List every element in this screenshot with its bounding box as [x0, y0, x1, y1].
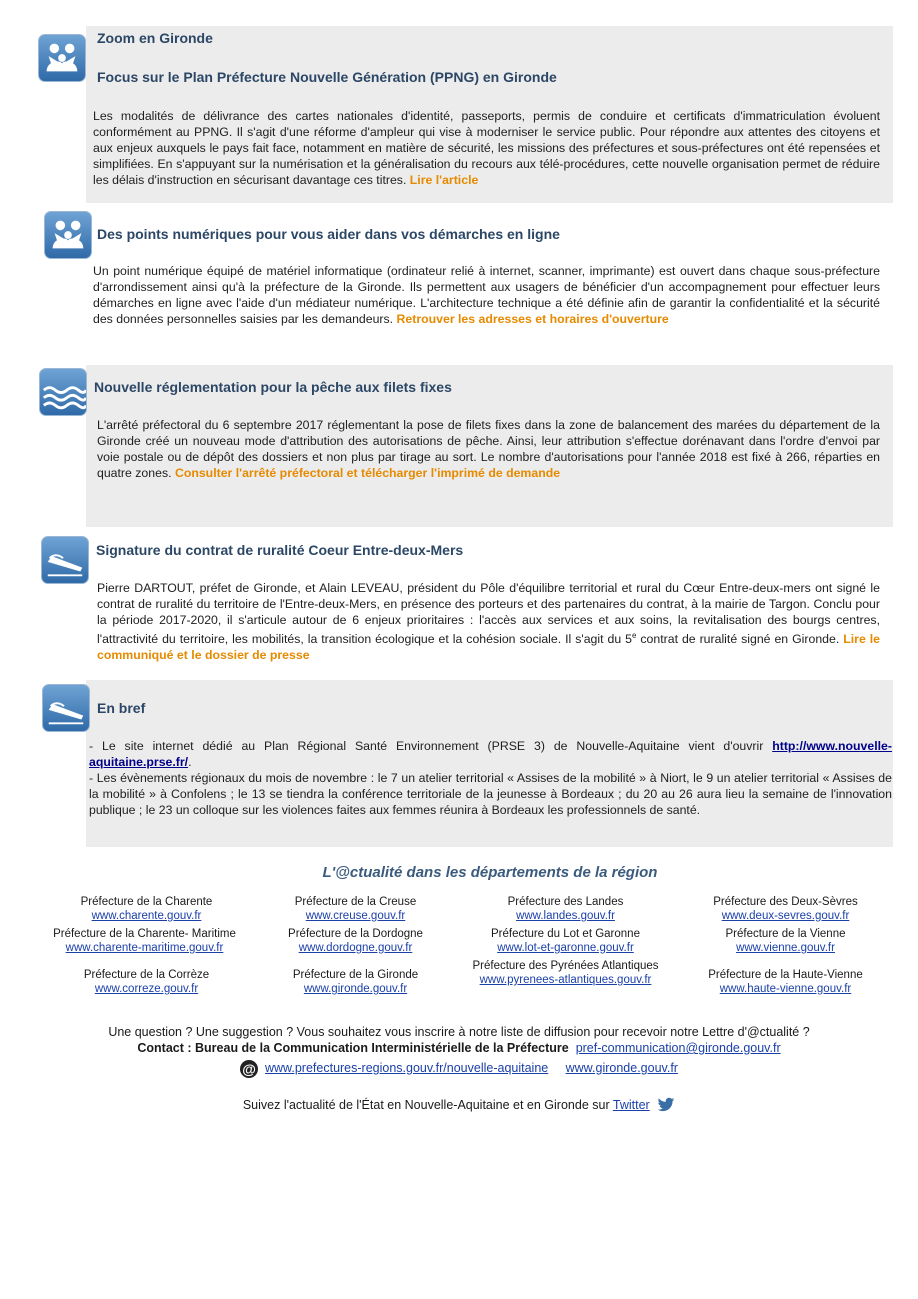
prefecture-link[interactable]: www.lot-et-garonne.gouv.fr — [497, 942, 634, 954]
contact-label: Contact : Bureau de la Communication Interministérielle de la Préfecture — [137, 1041, 569, 1055]
twitter-link[interactable]: Twitter — [612, 1098, 650, 1112]
prefecture-link[interactable]: www.creuse.gouv.fr — [305, 910, 406, 922]
section-points — [0, 205, 918, 355]
section-peche — [0, 360, 918, 530]
section-title: En bref — [97, 700, 146, 716]
prefecture-item — [458, 927, 673, 955]
twitter-bird-icon — [657, 1097, 675, 1116]
prefecture-item — [678, 968, 893, 996]
section-body-text: Un point numérique équipé de matériel informatique (ordinateur relié à internet, scanner, imprimante) est ouvert dans chaque sous-préfecture d'arrondissement ainsi qu'à la préfecture de la Gironde. Ils permettent aux usagers de bénéficier d'un accompagnement pour effectuer leurs démarches en ligne avec l'aide d'un médiateur numérique. L'architecture technique a été définie afin de garantir la confidentialité et la sécurité des données personnelles saisies par les demandeurs. — [93, 264, 880, 326]
prefecture-name: Préfecture de la Charente — [80, 896, 213, 908]
prefecture-name: Préfecture de la Vienne — [725, 928, 846, 940]
prefecture-link[interactable]: www.dordogne.gouv.fr — [298, 942, 413, 954]
section-body — [97, 580, 880, 663]
section-ruralite — [0, 530, 918, 675]
footer-question: Une question ? Une suggestion ? Vous souhaitez vous inscrire à notre liste de diffusion pour recevoir notre Lettre d'@ctualité ? — [108, 1025, 810, 1039]
region-website-link[interactable]: www.prefectures-regions.gouv.fr/nouvelle-aquitaine — [264, 1061, 549, 1075]
prefecture-name: Préfecture des Pyrénées Atlantiques — [472, 960, 659, 972]
press-release-link[interactable]: Lire le communiqué et le dossier de presse — [97, 632, 880, 663]
prefecture-name: Préfecture de la Gironde — [292, 969, 419, 981]
superscript: e — [631, 631, 637, 640]
people-group-icon — [44, 211, 92, 259]
section-title: Focus sur le Plan Préfecture Nouvelle Génération (PPNG) en Gironde — [97, 69, 557, 85]
section-body — [93, 263, 880, 327]
region-title: L'@ctualité dans les départements de la région — [322, 864, 658, 881]
prefecture-name: Préfecture du Lot et Garonne — [491, 928, 640, 940]
section-body-text: L'arrêté préfectoral du 6 septembre 2017 réglementant la pose de filets fixes dans la zone de balancement des marées du département de la Gironde créé un nouveau mode d'attribution des autorisations de pêche. Ainsi, leur attribution s'effectue dorénavant dans l'ordre d'envoi par voie postale ou de dépôt des dossiers et non plus par tirage au sort. Le nombre d'autorisations pour l'année 2018 est fixé à 266, réparties en quatre zones. — [97, 418, 880, 480]
prefecture-item — [458, 895, 673, 923]
follow-text: Suivez l'actualité de l'État en Nouvelle-Aquitaine et en Gironde sur — [242, 1098, 610, 1112]
prefecture-link[interactable]: www.gironde.gouv.fr — [303, 983, 408, 995]
prefecture-link[interactable]: www.charente-maritime.gouv.fr — [65, 942, 224, 954]
addresses-hours-link[interactable]: Retrouver les adresses et horaires d'ouverture — [396, 312, 669, 326]
people-group-icon — [38, 34, 86, 82]
prefecture-item — [39, 895, 254, 923]
bref-item-1-end: . — [188, 755, 192, 769]
section-body-text-end: contrat de ruralité signé en Gironde. — [636, 632, 840, 647]
prefecture-item — [458, 959, 673, 987]
section-zoom — [0, 0, 918, 210]
arrete-download-link[interactable]: Consulter l'arrêté préfectoral et télécharger l'imprimé de demande — [174, 466, 561, 480]
prefecture-link[interactable]: www.correze.gouv.fr — [94, 983, 199, 995]
prefecture-item — [678, 927, 893, 955]
section-bref — [0, 675, 918, 855]
footer-contact — [0, 1041, 918, 1055]
water-waves-icon — [39, 368, 87, 416]
gironde-website-link[interactable]: www.gironde.gouv.fr — [565, 1061, 678, 1075]
footer-follow — [0, 1097, 918, 1116]
prefecture-name: Préfecture de la Charente- Maritime — [53, 928, 236, 940]
section-body — [97, 417, 880, 481]
prefecture-name: Préfecture de la Haute-Vienne — [708, 969, 863, 981]
section-body-text: Les modalités de délivrance des cartes nationales d'identité, passeports, permis de conduire et certificats d'immatriculation évoluent conformément au PPNG. Il s'agit d'une réforme d'ampleur qui vise à moderniser le service public. Pour répondre aux attentes des citoyens et aux enjeux auxquels le pays fait face, notamment en matière de sécurité, les missions des préfectures et sous-préfectures ont été repensées et simplifiées. En s'appuyant sur la numérisation et la généralisation du recours aux télé-procédures, cette nouvelle organisation permet de réduire les délais d'instruction en sécurisant davantage ces titres. — [93, 109, 880, 187]
at-sign-icon: @ — [240, 1060, 258, 1078]
prefecture-name: Préfecture de la Corrèze — [83, 969, 210, 981]
contact-email-link[interactable]: pref-communication@gironde.gouv.fr — [575, 1041, 781, 1055]
prefecture-link[interactable]: www.deux-sevres.gouv.fr — [721, 910, 850, 922]
section-title: Des points numériques pour vous aider dans vos démarches en ligne — [97, 226, 560, 242]
prefecture-link[interactable]: www.charente.gouv.fr — [91, 910, 202, 922]
section-kicker: Zoom en Gironde — [97, 30, 213, 46]
prefecture-name: Préfecture de la Dordogne — [288, 928, 423, 940]
prefecture-link[interactable]: www.vienne.gouv.fr — [736, 942, 835, 954]
bref-item-2: - Les évènements régionaux du mois de novembre : le 7 un atelier territorial « Assises de la mobilité » à Niort, le 9 un atelier territorial « Assises de la mobilité » à Confolens ; le 13 se tiendra la conférence territoriale de la jeunesse à Bordeaux ; du 20 au 26 aura lieu la semaine de l'innovation publique ; le 23 un colloque sur les violences faites aux femmes réunira à Bordeaux les professionnels de santé. — [89, 771, 892, 817]
prefecture-item — [39, 968, 254, 996]
prefecture-link[interactable]: www.pyrenees-atlantiques.gouv.fr — [479, 974, 652, 986]
prefecture-item — [248, 927, 463, 955]
prefecture-item — [678, 895, 893, 923]
prefecture-item — [37, 927, 252, 955]
signing-pen-icon — [41, 536, 89, 584]
section-title: Nouvelle réglementation pour la pêche aux filets fixes — [94, 379, 452, 395]
prefecture-link[interactable]: www.landes.gouv.fr — [516, 910, 615, 922]
section-title: Signature du contrat de ruralité Coeur Entre-deux-Mers — [96, 542, 464, 558]
prefecture-name: Préfecture des Landes — [507, 896, 624, 908]
prefecture-link[interactable]: www.haute-vienne.gouv.fr — [719, 983, 852, 995]
prefecture-name: Préfecture de la Creuse — [294, 896, 417, 908]
section-body — [93, 108, 880, 188]
section-body-text: Pierre DARTOUT, préfet de Gironde, et Alain LEVEAU, président du Pôle d'équilibre territorial et rural du Cœur Entre-deux-mers ont signé le contrat de ruralité du territoire de l'Entre-deux-Mers, en présence des porteurs et des partenaires du contrat, à la mairie de Targon. Conclu pour la période 2017-2020, il s'articule autour de 6 enjeux prioritaires : l'accès aux services et aux soins, la revitalisation des bourgs centres, l'attractivité du territoire, les mobilités, la transition écologique et la cohésion sociale. Il s'agit du 5 — [97, 581, 880, 647]
prefecture-name: Préfecture des Deux-Sèvres — [713, 896, 858, 908]
bref-item-1-text: - Le site internet dédié au Plan Régional Santé Environnement (PRSE 3) de Nouvelle-Aquitaine vient d'ouvrir — [89, 739, 764, 753]
footer-sites — [0, 1060, 918, 1078]
prefecture-item — [248, 895, 463, 923]
prefecture-item — [248, 968, 463, 996]
signing-pen-icon — [42, 684, 90, 732]
prse-website-link[interactable]: http://www.nouvelle-aquitaine.prse.fr/ — [89, 739, 892, 769]
read-article-link[interactable]: Lire l'article — [409, 173, 479, 187]
bref-item-1 — [89, 738, 892, 770]
